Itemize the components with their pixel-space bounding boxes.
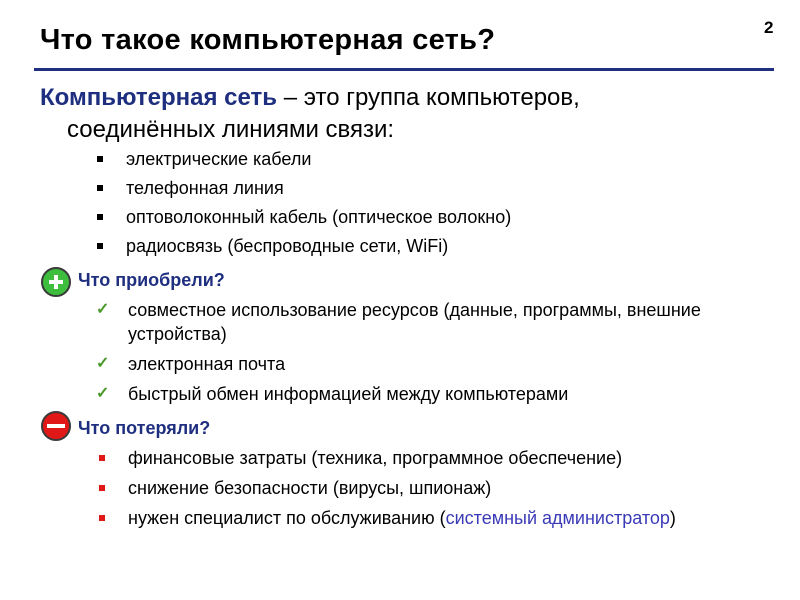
list-item — [96, 352, 736, 376]
gains-list — [96, 298, 736, 412]
gains-heading: Что приобрели? — [78, 270, 225, 290]
checkmark-icon: ✓ — [96, 355, 110, 372]
list-item-text: радиосвязь (беспроводные сети, WiFi) — [126, 236, 449, 256]
definition-text-line2: соединённых линиями связи: — [67, 116, 395, 143]
list-item-text: телефонная линия — [126, 178, 284, 198]
list-item-text: финансовые затраты (техника, программное обеспечение) — [128, 448, 623, 468]
list-item-text: совместное использование ресурсов (данные, программы, внешние устройства) — [128, 300, 701, 344]
list-item-text-prefix: нужен специалист по обслуживанию ( — [128, 508, 446, 528]
definition-text-line1: – это группа компьютеров, — [277, 84, 580, 111]
list-item-text: электрические кабели — [126, 149, 312, 169]
list-item-text: электронная почта — [128, 354, 286, 374]
square-bullet-icon — [97, 185, 103, 191]
losses-list — [96, 446, 736, 536]
red-square-bullet-icon — [99, 485, 105, 491]
list-item — [92, 145, 511, 174]
checkmark-icon: ✓ — [96, 301, 110, 318]
square-bullet-icon — [97, 156, 103, 162]
list-item — [92, 232, 511, 261]
checkmark-icon: ✓ — [96, 385, 110, 402]
list-item — [92, 203, 511, 232]
list-item — [96, 476, 736, 500]
list-item-text: снижение безопасности (вирусы, шпионаж) — [128, 478, 492, 498]
slide-number: 2 — [764, 18, 774, 37]
list-item-text-suffix: ) — [669, 508, 676, 528]
highlighted-term: системный администратор — [445, 508, 670, 528]
list-item — [96, 298, 736, 346]
square-bullet-icon — [97, 214, 103, 220]
losses-heading: Что потеряли? — [78, 418, 211, 438]
list-item — [96, 446, 736, 470]
title-underline — [34, 68, 774, 71]
square-bullet-icon — [97, 243, 103, 249]
list-item — [96, 506, 736, 530]
connection-media-list — [92, 145, 511, 261]
list-item-text: оптоволоконный кабель (оптическое волокно) — [126, 207, 512, 227]
red-square-bullet-icon — [99, 515, 105, 521]
list-item — [96, 382, 736, 406]
minus-icon — [41, 411, 71, 441]
list-item-text: быстрый обмен информацией между компьютерами — [128, 384, 569, 404]
definition — [40, 82, 760, 146]
list-item — [92, 174, 511, 203]
slide-title: Что такое компьютерная сеть? — [40, 24, 496, 56]
plus-icon — [41, 267, 71, 297]
definition-term: Компьютерная сеть — [40, 84, 278, 111]
red-square-bullet-icon — [99, 455, 105, 461]
